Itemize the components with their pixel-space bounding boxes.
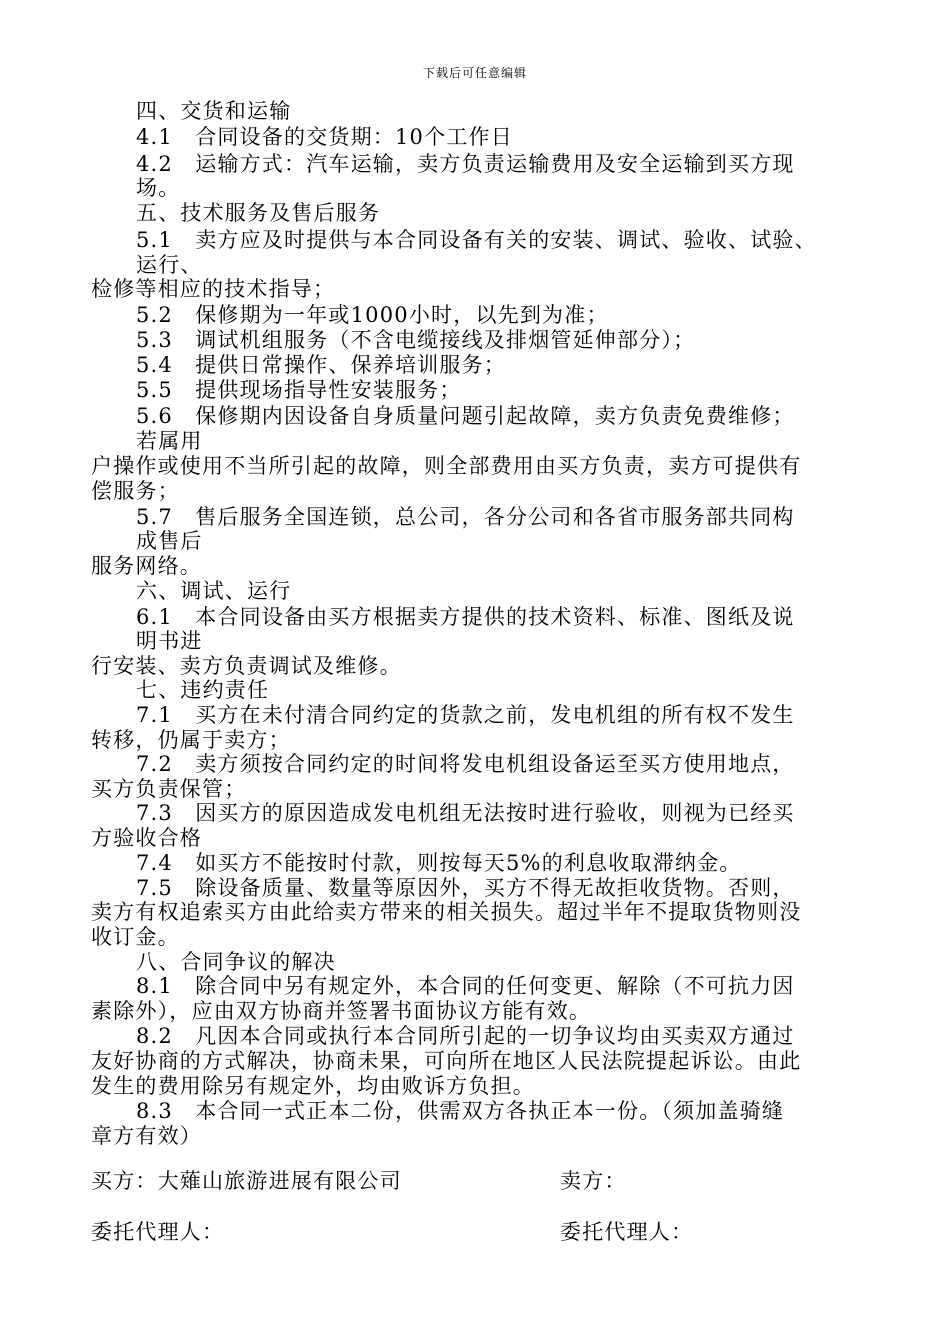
body-line-37: 素除外），应由双方协商并签署书面协议方能有效。	[91, 999, 592, 1023]
body-line-10: 5.3 调试机组服务（不含电缆接线及排烟管延伸部分）；	[136, 328, 696, 352]
body-line-30: 方验收合格	[91, 826, 202, 850]
body-line-35: 八、合同争议的解决	[136, 950, 336, 974]
body-line-27: 7.2 卖方须按合同约定的时间将发电机组设备运至买方使用地点，	[136, 752, 795, 776]
page-header-note: 下载后可任意编辑	[422, 66, 527, 80]
seller-line: 卖方：	[560, 1169, 627, 1193]
body-line-2: 4.1 合同设备的交货期：10个工作日	[136, 125, 513, 149]
body-line-4: 场。	[136, 176, 181, 200]
buyer-line: 买方：大薙山旅游进展有限公司	[91, 1169, 402, 1193]
body-line-18: 成售后	[136, 529, 203, 553]
body-line-22: 明书进	[136, 629, 203, 653]
body-line-29: 7.3 因买方的原因造成发电机组无法按时进行验收，则视为已经买	[136, 801, 795, 825]
body-line-6: 5.1 卖方应及时提供与本合同设备有关的安装、调试、验收、试验、	[136, 228, 817, 252]
body-line-28: 买方负责保管；	[91, 777, 247, 801]
body-line-39: 友好协商的方式解决，协商未果，可向所在地区人民法院提起诉讼。由此	[91, 1049, 802, 1073]
body-line-11: 5.4 提供日常操作、保养培训服务；	[136, 353, 506, 377]
body-line-9: 5.2 保修期为一年或1000小时，以先到为准；	[136, 303, 609, 327]
body-line-40: 发生的费用除另有规定外，均由败诉方负担。	[91, 1074, 535, 1098]
body-line-34: 收订金。	[91, 925, 180, 949]
body-line-19: 服务网络。	[91, 554, 202, 578]
body-line-26: 转移，仍属于卖方；	[91, 728, 291, 752]
body-line-17: 5.7 售后服务全国连锁，总公司，各分公司和各省市服务部共同构	[136, 505, 795, 529]
body-line-13: 5.6 保修期内因设备自身质量问题引起故障，卖方负责免费维修；	[136, 404, 795, 428]
body-line-41: 8.3 本合同一式正本二份，供需双方各执正本一份。（须加盖骑缝	[136, 1099, 785, 1123]
body-line-1: 四、交货和运输	[136, 99, 292, 123]
body-line-31: 7.4 如买方不能按时付款，则按每天5%的利息收取滞纳金。	[136, 851, 742, 875]
body-line-25: 7.1 买方在未付清合同约定的货款之前，发电机组的所有权不发生	[136, 703, 795, 727]
body-line-33: 卖方有权追索买方由此给卖方带来的相关损失。超过半年不提取货物则没	[91, 900, 802, 924]
body-line-20: 六、调试、运行	[136, 579, 292, 603]
body-line-21: 6.1 本合同设备由买方根据卖方提供的技术资料、标准、图纸及说	[136, 605, 795, 629]
body-line-38: 8.2 凡因本合同或执行本合同所引起的一切争议均由买卖双方通过	[136, 1024, 795, 1048]
body-line-23: 行安装、卖方负责调试及维修。	[91, 654, 402, 678]
body-line-8: 检修等相应的技术指导；	[91, 277, 336, 301]
body-line-12: 5.5 提供现场指导性安装服务；	[136, 378, 462, 402]
body-line-42: 章方有效）	[91, 1124, 202, 1148]
body-line-15: 户操作或使用不当所引起的故障，则全部费用由买方负责，卖方可提供有	[91, 454, 802, 478]
body-line-32: 7.5 除设备质量、数量等原因外，买方不得无故拒收货物。否则，	[136, 876, 795, 900]
body-line-24: 七、违约责任	[136, 678, 270, 702]
body-line-5: 五、技术服务及售后服务	[136, 201, 381, 225]
buyer-agent-line: 委托代理人：	[91, 1220, 225, 1244]
seller-agent-line: 委托代理人：	[560, 1220, 694, 1244]
body-line-36: 8.1 除合同中另有规定外，本合同的任何变更、解除（不可抗力因	[136, 974, 795, 998]
body-line-14: 若属用	[136, 429, 203, 453]
body-line-7: 运行、	[136, 253, 203, 277]
body-line-3: 4.2 运输方式：汽车运输，卖方负责运输费用及安全运输到买方现	[136, 152, 795, 176]
body-line-16: 偿服务；	[91, 479, 180, 503]
